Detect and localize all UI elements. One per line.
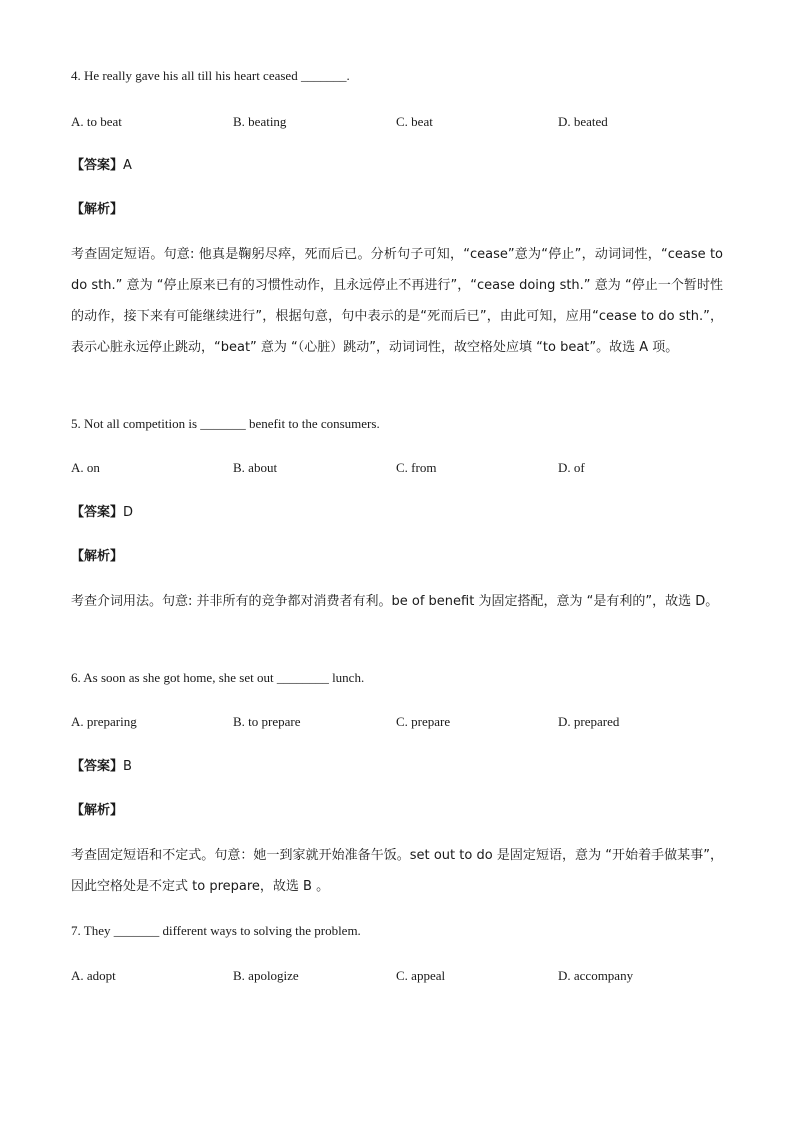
answer-value: B: [123, 759, 132, 774]
question-4-option-a: A. to beat: [71, 114, 122, 129]
question-4-stem: 4. He really gave his all till his heart ceased _______.: [71, 68, 350, 83]
question-6-option-c: C. prepare: [396, 714, 451, 729]
question-5-stem: 5. Not all competition is _______ benefit to the consumers.: [71, 416, 380, 431]
question-4-option-d: D. beated: [558, 114, 608, 129]
question-4-analysis-label: 【解析】: [71, 202, 124, 217]
question-7-option-d: D. accompany: [558, 968, 634, 983]
answer-label: 【答案】: [71, 759, 124, 774]
question-5-option-d: D. of: [558, 460, 585, 475]
question-6-analysis-label: 【解析】: [71, 803, 124, 818]
question-5-answer: [71, 504, 133, 522]
question-6-analysis: 考查固定短语和不定式。句意：她一到家就开始准备午饭。set out to do 是固定短语，意为 “开始着手做某事”，因此空格处是不定式 to prepare，故选 B 。: [71, 848, 723, 894]
question-6-option-a: A. preparing: [71, 714, 137, 729]
question-5-analysis: 考查介词用法。句意: 并非所有的竞争都对消费者有利。be of benefit 为固定搭配，意为 “是有利的”，故选 D。: [71, 594, 719, 609]
question-4-answer: [71, 157, 132, 175]
answer-label: 【答案】: [71, 158, 124, 173]
question-7-option-b: B. apologize: [233, 968, 299, 983]
question-5-option-a: A. on: [71, 460, 100, 475]
question-6-stem: 6. As soon as she got home, she set out ________ lunch.: [71, 670, 365, 685]
question-7-option-a: A. adopt: [71, 968, 116, 983]
question-4-option-c: C. beat: [396, 114, 433, 129]
question-6-option-b: B. to prepare: [233, 714, 301, 729]
question-6-answer: [71, 758, 132, 776]
answer-value: A: [123, 158, 132, 173]
question-5-analysis-label: 【解析】: [71, 549, 124, 564]
answer-value: D: [123, 505, 134, 520]
answer-label: 【答案】: [71, 505, 124, 520]
question-7-stem: 7. They _______ different ways to solving the problem.: [71, 923, 361, 938]
question-7-option-c: C. appeal: [396, 968, 446, 983]
question-5-option-b: B. about: [233, 460, 278, 475]
question-4-option-b: B. beating: [233, 114, 287, 129]
question-6-option-d: D. prepared: [558, 714, 620, 729]
question-5-option-c: C. from: [396, 460, 437, 475]
question-4-analysis: 考查固定短语。句意: 他真是鞠躬尽瘁，死而后已。分析句子可知，“cease”意为“停止”，动词词性，“cease to do sth.” 意为 “停止原来已有的习惯性动作，且永远停止不再进行”，“cease doing sth.” 意为 “停止一个暂时性的动作，接下来有可能继续进行”，根据句意，句中表示的是“死而后已”，由此可知，应用“cease to do sth.”，表示心脏永远停止跳动，“beat” 意为 “（心脏）跳动”，动词词性，故空格处应填 “to beat”。故选 A 项。: [71, 247, 723, 355]
